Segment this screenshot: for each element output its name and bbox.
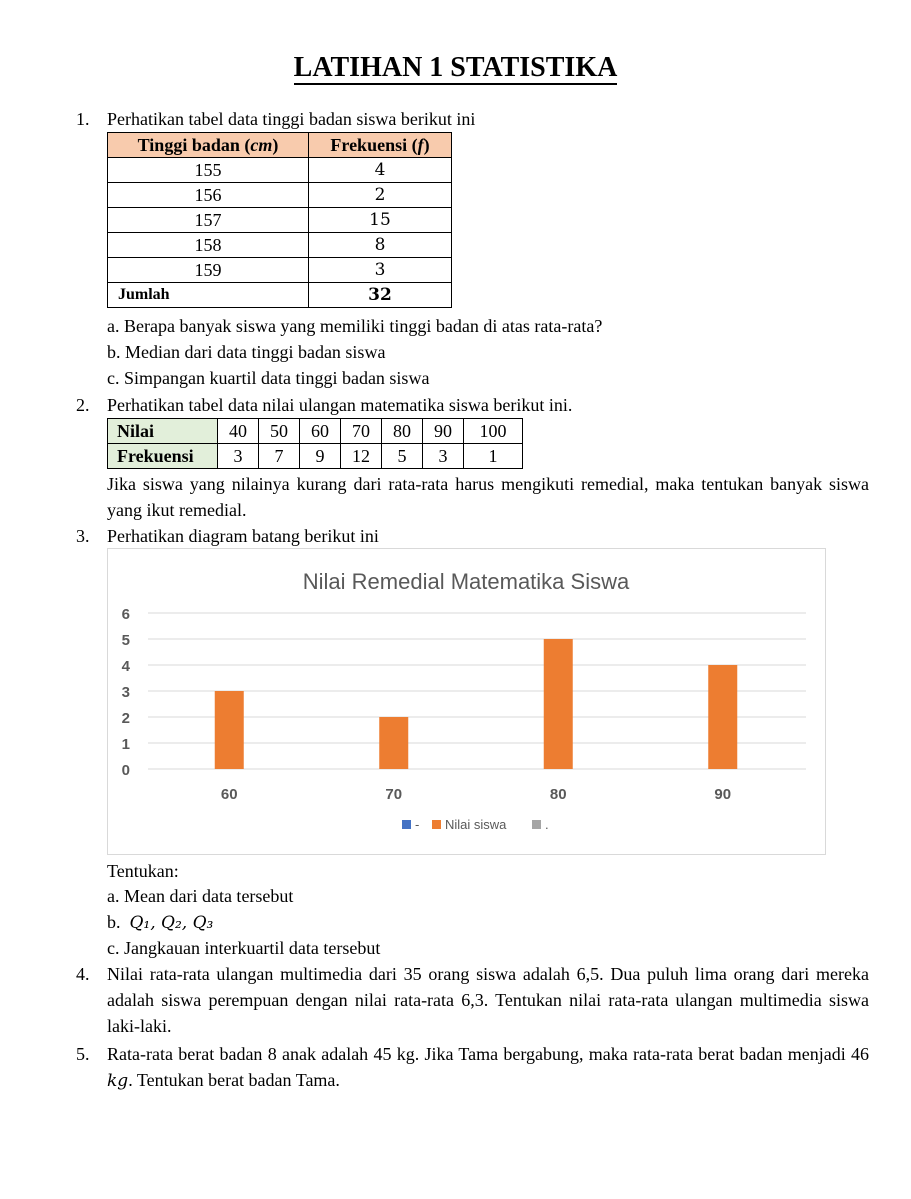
total-value: 32 [309,283,452,308]
freq-cell: 15 [309,208,452,233]
table-header-row [108,133,452,158]
score-cell: 100 [464,419,523,444]
x-tick-label: 60 [220,786,238,803]
bar [708,665,737,769]
frequency-label: Frekuensi [108,444,218,469]
q4-text: Nilai rata-rata ulangan multimedia dari 35 orang siswa adalah 6,5. Dua puluh lima orang dari mereka adalah siswa perempuan dengan nilai rata-rata 6,3. Tentukan nilai rata-rata ulangan multimedia siswa laki-laki. [107,964,869,1036]
bar [544,639,573,769]
q1-part-a: a. Berapa banyak siswa yang memiliki tinggi badan di atas rata-rata? [107,316,603,336]
legend-label: - [415,817,420,832]
table-row [108,158,452,183]
score-row [108,419,523,444]
freq-cell: 2 [309,183,452,208]
height-cell: 155 [108,158,309,183]
q3-number: 3. [76,526,90,546]
chart-svg [108,549,825,854]
x-tick-label: 70 [385,786,403,803]
q1-number: 1. [76,109,90,129]
freq-cell: 9 [300,444,341,469]
q5-text [107,1041,869,1094]
freq-cell: 3 [309,258,452,283]
score-cell: 80 [382,419,423,444]
q3-part-b-math: Q₁, Q₂, Q₃ [129,913,214,933]
y-tick-label: 2 [121,710,130,727]
bar [379,717,408,769]
table-row [108,233,452,258]
freq-cell: 8 [309,233,452,258]
score-cell: 50 [259,419,300,444]
score-cell: 60 [300,419,341,444]
y-tick-label: 0 [121,762,130,779]
header-frequency: Frekuensi (f) [309,133,452,158]
frequency-row [108,444,523,469]
total-row [108,283,452,308]
q3-part-a: a. Mean dari data tersebut [107,886,294,906]
score-cell: 70 [341,419,382,444]
q2-after-text: Jika siswa yang nilainya kurang dari rata-rata harus mengikuti remedial, maka tentukan banyak siswa yang ikut remedial. [107,474,869,520]
height-cell: 159 [108,258,309,283]
q5-text-a: Rata-rata berat badan 8 anak adalah 45 kg. Jika Tama bergabung, maka rata-rata berat badan menjadi 46 [107,1044,869,1064]
y-tick-label: 4 [121,658,130,675]
q5-number: 5. [76,1044,90,1064]
legend-swatch [532,820,541,829]
legend-swatch [402,820,411,829]
y-tick-label: 1 [121,736,130,753]
score-cell: 40 [218,419,259,444]
y-tick-label: 3 [121,684,130,701]
freq-cell: 3 [423,444,464,469]
freq-cell: 1 [464,444,523,469]
height-cell: 157 [108,208,309,233]
q1-part-b: b. Median dari data tinggi badan siswa [107,342,386,362]
table-row [108,183,452,208]
q3-part-c: c. Jangkauan interkuartil data tersebut [107,938,381,958]
legend-label: . [545,817,549,832]
x-tick-label: 90 [714,786,732,803]
table-row [108,208,452,233]
q3-part-b [107,911,213,934]
freq-cell: 5 [382,444,423,469]
bar-chart [107,548,826,855]
score-cell: 90 [423,419,464,444]
height-cell: 156 [108,183,309,208]
legend-label: Nilai siswa [445,817,507,832]
x-tick-label: 80 [549,786,567,803]
chart-title: Nilai Remedial Matematika Siswa [302,569,630,594]
header-height: Tinggi badan (cm) [108,133,309,158]
total-label: Jumlah [108,283,309,308]
q2-text: Perhatikan tabel data nilai ulangan matematika siswa berikut ini. [107,395,573,415]
legend-swatch [432,820,441,829]
q5-text-b: . Tentukan berat badan Tama. [128,1070,340,1090]
freq-cell: 3 [218,444,259,469]
q1-text: Perhatikan tabel data tinggi badan siswa berikut ini [107,109,476,129]
height-frequency-table [107,132,452,308]
q3-text: Perhatikan diagram batang berikut ini [107,526,379,546]
freq-cell: 7 [259,444,300,469]
score-label: Nilai [108,419,218,444]
q4-number: 4. [76,964,90,984]
y-tick-label: 5 [121,632,130,649]
freq-cell: 12 [341,444,382,469]
q1-part-c: c. Simpangan kuartil data tinggi badan siswa [107,368,430,388]
freq-cell: 4 [309,158,452,183]
y-tick-label: 6 [121,606,130,623]
q2-number: 2. [76,395,90,415]
q5-unit: kg [107,1071,129,1091]
bar [215,691,244,769]
page-title: LATIHAN 1 STATISTIKA [293,52,618,83]
height-cell: 158 [108,233,309,258]
q3-tentukan: Tentukan: [107,861,179,881]
q3-part-b-prefix: b. [107,912,121,932]
score-frequency-table [107,418,523,469]
table-row [108,258,452,283]
